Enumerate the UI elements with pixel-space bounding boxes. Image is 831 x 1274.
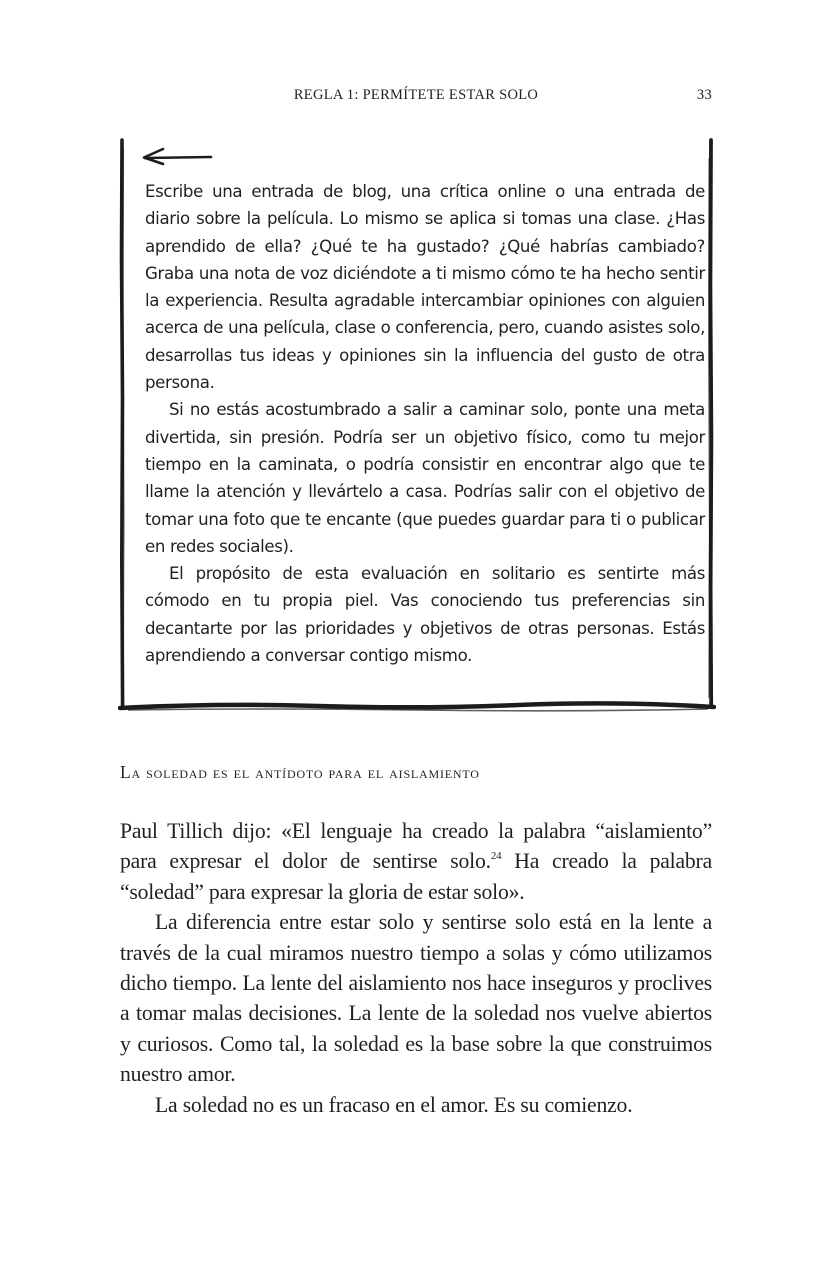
footnote-marker[interactable]: 24 xyxy=(490,850,502,863)
section-heading: La soledad es el antídoto para el aislamiento xyxy=(120,762,480,782)
body-paragraph xyxy=(120,816,712,907)
left-arrow-icon xyxy=(144,149,211,164)
body-text xyxy=(120,816,712,1120)
box-paragraph: El propósito de esta evaluación en solitario es sentirte más cómodo en tu propia piel. Vas conociendo tus preferencias sin decantarte por las prioridades y objetivos de otras personas. Estás aprendiendo a conversar contigo mismo. xyxy=(145,564,705,666)
page-number: 33 xyxy=(696,87,712,103)
box-paragraph: Escribe una entrada de blog, una crítica online o una entrada de diario sobre la película. Lo mismo se aplica si tomas una clase. ¿Has aprendido de ella? ¿Qué te ha gustado? ¿Qué habrías cambiado? Graba una nota de voz diciéndote a ti mismo cómo te ha hecho sentir la experiencia. Resulta agradable intercambiar opiniones con alguien acerca de una película, clase o conferencia, pero, cuando asistes solo, desarrollas tus ideas y opiniones sin la influencia del gusto de otra persona. xyxy=(145,182,705,393)
sidebar-box xyxy=(118,138,716,716)
quote-text: Paul Tillich dijo: «El lenguaje ha creado la palabra “aislamiento” para expresar el dolor de sentirse solo. xyxy=(120,819,712,874)
quote-text-continued: Ha creado la palabra “soledad” para expresar la gloria de estar solo». xyxy=(120,849,712,904)
body-paragraph: La soledad no es un fracaso en el amor. Es su comienzo. xyxy=(155,1092,633,1117)
box-paragraph: Si no estás acostumbrado a salir a caminar solo, ponte una meta divertida, sin presión. Podría ser un objetivo físico, como tu mejor tiempo en la caminata, o podría consistir en encontrar algo que te llame la atención y llevártelo a casa. Podrías salir con el objetivo de tomar una foto que te encante (que puedes guardar para ti o publicar en redes sociales). xyxy=(145,400,705,556)
running-head-title: REGLA 1: PERMÍTETE ESTAR SOLO xyxy=(293,87,539,103)
running-head xyxy=(120,87,712,107)
body-paragraph: La diferencia entre estar solo y sentirse solo está en la lente a través de la cual miramos nuestro tiempo a solas y cómo utilizamos dicho tiempo. La lente del aislamiento nos hace inseguros y proclives a tomar malas decisiones. La lente de la soledad nos vuelve abiertos y curiosos. Como tal, la soledad es la base sobre la que construimos nuestro amor. xyxy=(120,910,712,1087)
box-text xyxy=(145,178,705,669)
